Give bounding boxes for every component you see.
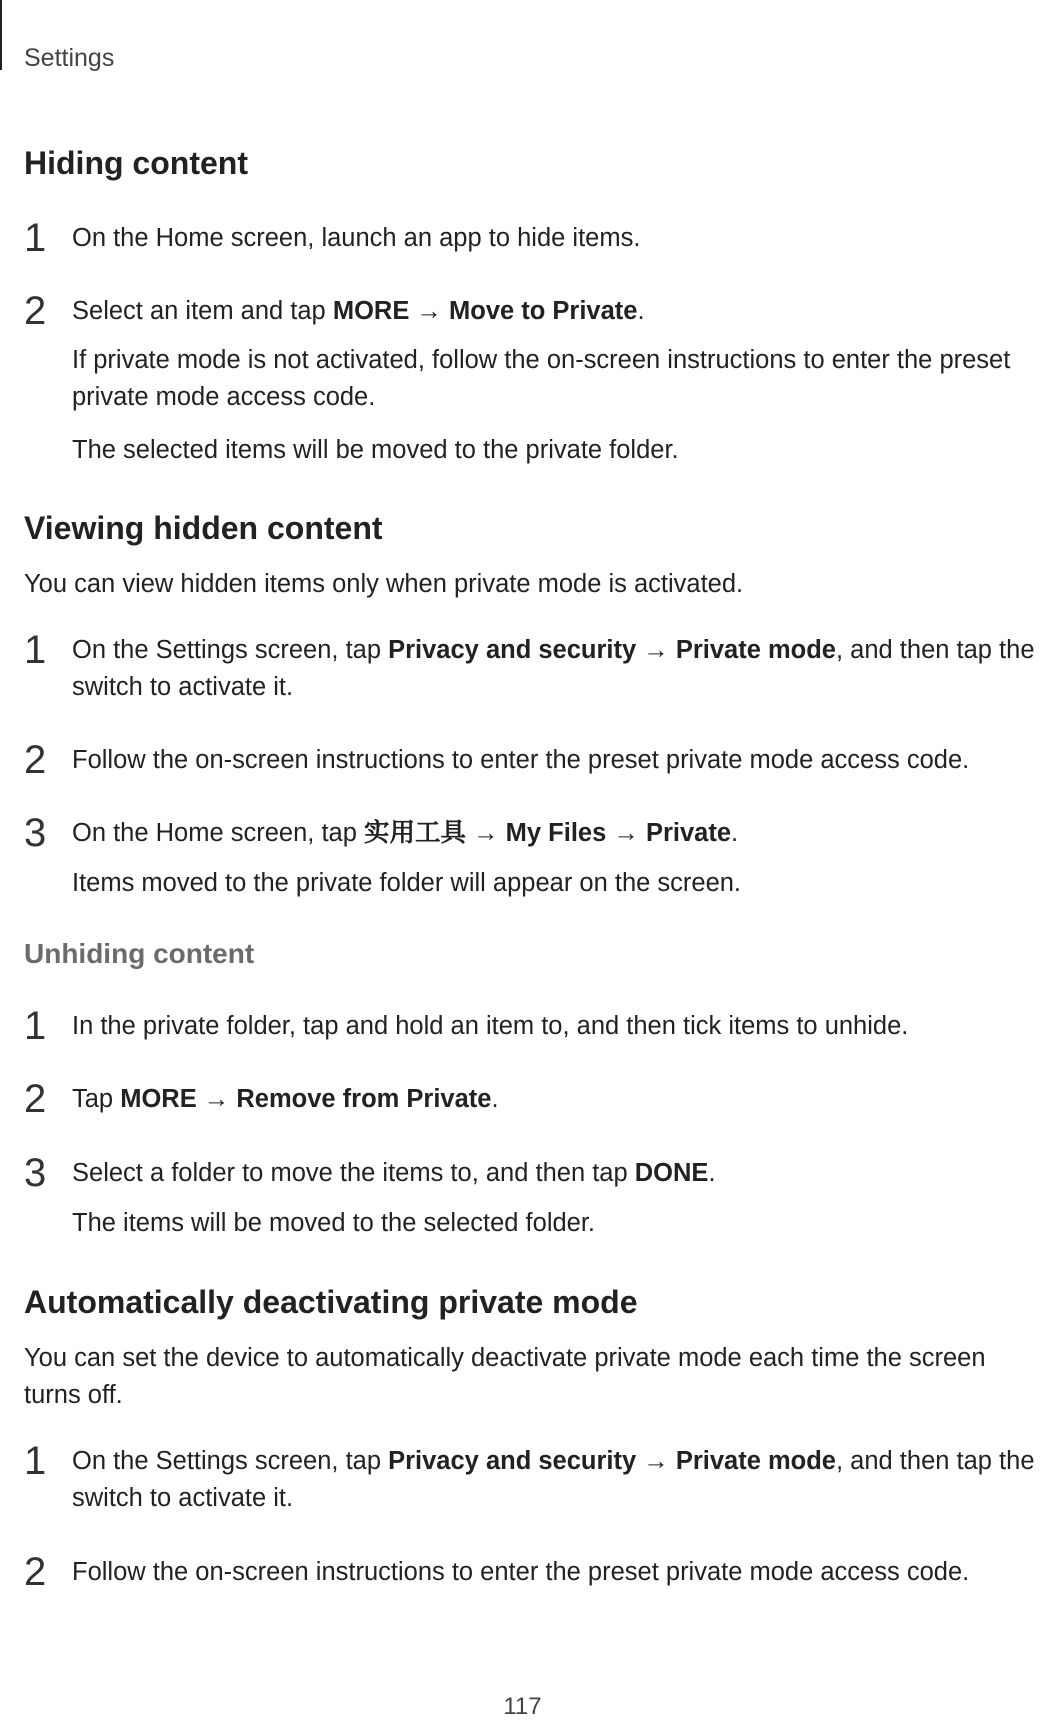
menu-label-private: Private: [645, 819, 732, 847]
subsection-title-unhiding-content: Unhiding content: [24, 938, 255, 969]
step-number: 2: [24, 289, 47, 333]
menu-label-private-mode: Private mode: [675, 1447, 836, 1475]
step-number: 3: [24, 1151, 47, 1195]
section-intro: You can view hidden items only when private mode is activated.: [24, 570, 744, 598]
menu-label-done: DONE: [634, 1159, 709, 1187]
menu-label-my-files: My Files: [505, 819, 607, 847]
step-text: On the Settings screen, tap Privacy and security → Private mode, and then tap the switch to activate it.: [72, 1447, 1035, 1512]
menu-label-move-to-private: Move to Private: [449, 297, 638, 325]
step-number: 1: [24, 1439, 47, 1483]
menu-label-privacy-and-security: Privacy and security: [388, 636, 637, 664]
running-header: Settings: [24, 44, 115, 72]
menu-label-remove-from-private: Remove from Private: [236, 1085, 492, 1113]
menu-label-tools: 实用工具: [363, 819, 466, 847]
step-number: 2: [24, 738, 47, 782]
step-note: The selected items will be moved to the private folder.: [72, 436, 679, 464]
step-note: The items will be moved to the selected folder.: [72, 1209, 596, 1237]
menu-label-more: MORE: [332, 297, 410, 325]
menu-label-private-mode: Private mode: [675, 636, 836, 664]
section-title-viewing-hidden-content: Viewing hidden content: [24, 510, 383, 546]
step-number: 1: [24, 628, 47, 672]
page-corner-rule: [0, 0, 2, 70]
step-number: 1: [24, 1004, 47, 1048]
step-text: In the private folder, tap and hold an item to, and then tick items to unhide.: [72, 1012, 909, 1040]
step-text: On the Home screen, launch an app to hide items.: [72, 224, 641, 252]
step-text: On the Settings screen, tap Privacy and security → Private mode, and then tap the switch to activate it.: [72, 636, 1035, 701]
step-note: If private mode is not activated, follow the on-screen instructions to enter the preset private mode access code.: [72, 346, 1011, 411]
step-number: 3: [24, 811, 47, 855]
menu-label-privacy-and-security: Privacy and security: [388, 1447, 637, 1475]
section-title-hiding-content: Hiding content: [24, 145, 248, 181]
step-text: Tap MORE → Remove from Private.: [72, 1085, 499, 1113]
section-intro: You can set the device to automatically deactivate private mode each time the screen turns off.: [24, 1344, 986, 1409]
page-number: 117: [503, 1693, 542, 1720]
step-number: 2: [24, 1550, 47, 1594]
step-number: 2: [24, 1077, 47, 1121]
section-title-auto-deactivate: Automatically deactivating private mode: [24, 1284, 638, 1320]
step-text: Select an item and tap MORE → Move to Private.: [72, 297, 645, 325]
step-note: Items moved to the private folder will appear on the screen.: [72, 869, 742, 897]
step-text: Follow the on-screen instructions to enter the preset private mode access code.: [72, 746, 970, 774]
step-text: Follow the on-screen instructions to enter the preset private mode access code.: [72, 1558, 970, 1586]
step-text: Select a folder to move the items to, and then tap DONE.: [72, 1159, 716, 1187]
step-number: 1: [24, 216, 47, 260]
step-text: On the Home screen, tap 实用工具 → My Files → Private.: [72, 819, 739, 847]
menu-label-more: MORE: [120, 1085, 197, 1113]
